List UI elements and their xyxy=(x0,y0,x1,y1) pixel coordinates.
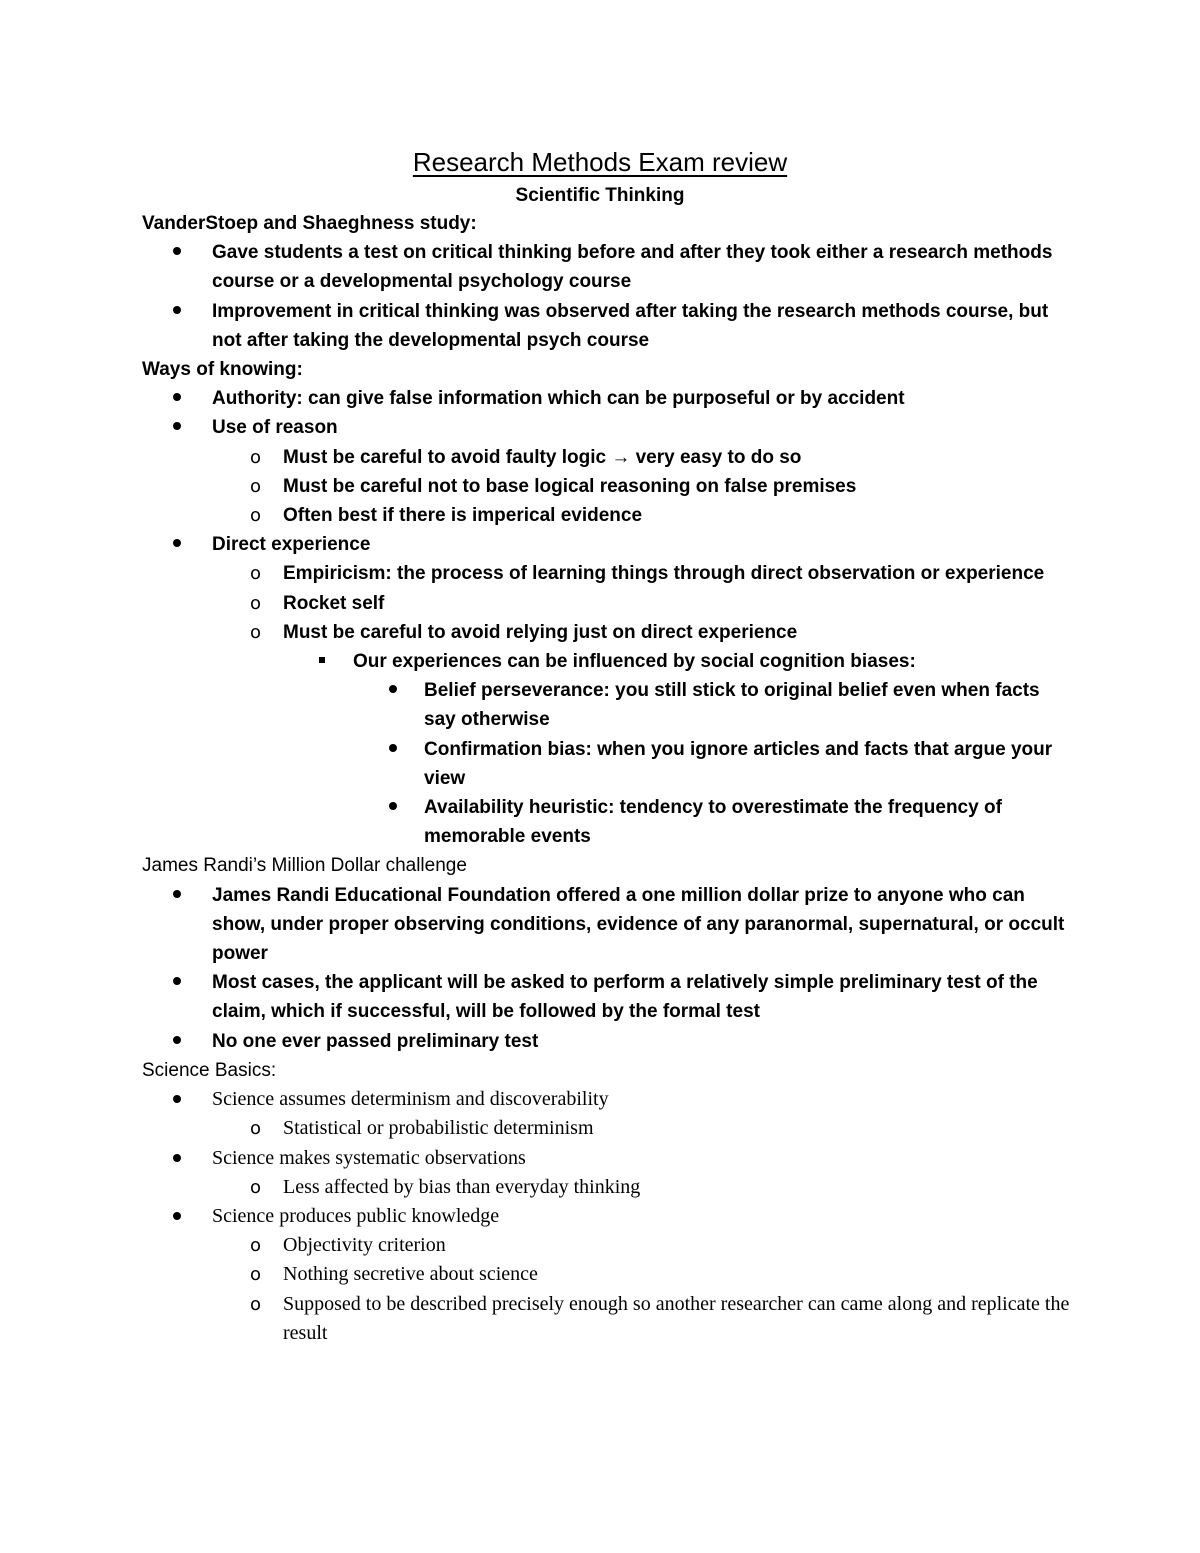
circle-bullet-icon: o xyxy=(250,1293,262,1315)
circle-bullet-icon: o xyxy=(250,1118,262,1140)
list-item-text: Direct experience xyxy=(212,534,371,556)
list-item-text: Must be careful to avoid relying just on direct experience xyxy=(283,621,798,643)
list-item-text: Must be careful to avoid faulty logic → very easy to do so xyxy=(283,446,802,468)
bullet-icon xyxy=(173,297,181,326)
list-item-text: Gave students a test on critical thinking before and after they took either a research methods course or a developmental psychology course xyxy=(212,242,1053,293)
list-item xyxy=(142,443,1072,472)
list-item-text: Less affected by bias than everyday thinking xyxy=(283,1175,641,1198)
list-item xyxy=(142,1290,1072,1348)
list-item xyxy=(142,1027,1072,1056)
list-item xyxy=(142,238,1072,296)
circle-bullet-icon: o xyxy=(250,563,262,585)
list-item xyxy=(142,1202,1072,1231)
list-item xyxy=(142,559,1072,588)
list-item xyxy=(142,618,1072,647)
list-item-text: Objectivity criterion xyxy=(283,1234,446,1257)
list-item-text: Improvement in critical thinking was observed after taking the research methods course, but not after taking the developmental psych course xyxy=(212,300,1049,351)
list-item xyxy=(142,384,1072,413)
bullet-icon xyxy=(389,676,397,705)
list-item xyxy=(142,297,1072,355)
list-item-text: Science makes systematic observations xyxy=(212,1146,526,1169)
list-item xyxy=(142,530,1072,559)
list-item-text: Science assumes determinism and discoverability xyxy=(212,1088,609,1111)
bullet-icon xyxy=(173,530,181,559)
circle-bullet-icon: o xyxy=(250,592,262,614)
document-title: Research Methods Exam review xyxy=(412,147,788,177)
list-item-text: Statistical or probabilistic determinism xyxy=(283,1117,594,1140)
list-item-text: Science produces public knowledge xyxy=(212,1204,500,1227)
list-item xyxy=(142,1231,1072,1260)
bullet-icon xyxy=(173,881,181,910)
list-item xyxy=(142,968,1072,1026)
list-item xyxy=(142,589,1072,618)
section-heading-ways-of-knowing: Ways of knowing: xyxy=(142,359,303,381)
list-item-text: Our experiences can be influenced by social cognition biases: xyxy=(353,651,916,673)
list-item xyxy=(142,472,1072,501)
document-body xyxy=(142,209,1072,1348)
list-item-text: Rocket self xyxy=(283,592,385,614)
list-item-text: Often best if there is imperical evidence xyxy=(283,505,643,527)
list-item xyxy=(142,676,1072,734)
bullet-icon xyxy=(173,413,181,442)
list-item-text: Use of reason xyxy=(212,417,338,439)
section-heading-vanderstoep: VanderStoep and Shaeghness study: xyxy=(142,213,477,234)
bullet-icon xyxy=(173,968,181,997)
circle-bullet-icon: o xyxy=(250,446,262,468)
list-item-text: Empiricism: the process of learning things through direct observation or experience xyxy=(283,563,1045,585)
list-item xyxy=(142,793,1072,851)
list-item xyxy=(142,881,1072,969)
circle-bullet-icon: o xyxy=(250,1264,262,1286)
list-item xyxy=(142,647,1072,676)
list-item xyxy=(142,1144,1072,1173)
list-item-text: Belief perseverance: you still stick to original belief even when facts say otherwise xyxy=(424,680,1040,731)
bullet-icon xyxy=(173,1027,181,1056)
circle-bullet-icon: o xyxy=(250,505,262,527)
list-item xyxy=(142,1260,1072,1289)
list-item-text: Supposed to be described precisely enough so another researcher can came along and replicate the result xyxy=(283,1292,1070,1344)
bullet-icon xyxy=(173,1085,181,1114)
list-item-text: No one ever passed preliminary test xyxy=(212,1030,539,1052)
bullet-icon xyxy=(173,238,181,267)
circle-bullet-icon: o xyxy=(250,621,262,643)
section-heading-science-basics: Science Basics: xyxy=(142,1059,277,1081)
section-heading-randi: James Randi’s Million Dollar challenge xyxy=(142,855,467,877)
list-item-text: James Randi Educational Foundation offered a one million dollar prize to anyone who can show, under proper observing conditions, evidence of any paranormal, supernatural, or occult power xyxy=(212,884,1065,965)
list-item-text: Must be careful not to base logical reasoning on false premises xyxy=(283,475,857,497)
list-item xyxy=(142,1114,1072,1143)
list-item-text: Nothing secretive about science xyxy=(283,1263,538,1286)
list-item xyxy=(142,735,1072,793)
list-item xyxy=(142,413,1072,442)
circle-bullet-icon: o xyxy=(250,1235,262,1257)
bullet-icon xyxy=(389,735,397,764)
circle-bullet-icon: o xyxy=(250,1176,262,1198)
bullet-icon xyxy=(389,793,397,822)
document-subtitle: Scientific Thinking xyxy=(515,185,685,206)
list-item xyxy=(142,1173,1072,1202)
list-item-text: Most cases, the applicant will be asked to perform a relatively simple preliminary test of the claim, which if successful, will be followed by the formal test xyxy=(212,972,1038,1023)
list-item-text: Authority: can give false information which can be purposeful or by accident xyxy=(212,388,905,410)
circle-bullet-icon: o xyxy=(250,475,262,497)
list-item-text: Availability heuristic: tendency to overestimate the frequency of memorable events xyxy=(424,797,1002,848)
list-item xyxy=(142,1085,1072,1114)
bullet-icon xyxy=(173,1144,181,1173)
list-item xyxy=(142,501,1072,530)
list-item-text: Confirmation bias: when you ignore articles and facts that argue your view xyxy=(424,738,1053,789)
bullet-icon xyxy=(173,1202,181,1231)
bullet-icon xyxy=(173,384,181,413)
square-bullet-icon xyxy=(319,647,325,676)
